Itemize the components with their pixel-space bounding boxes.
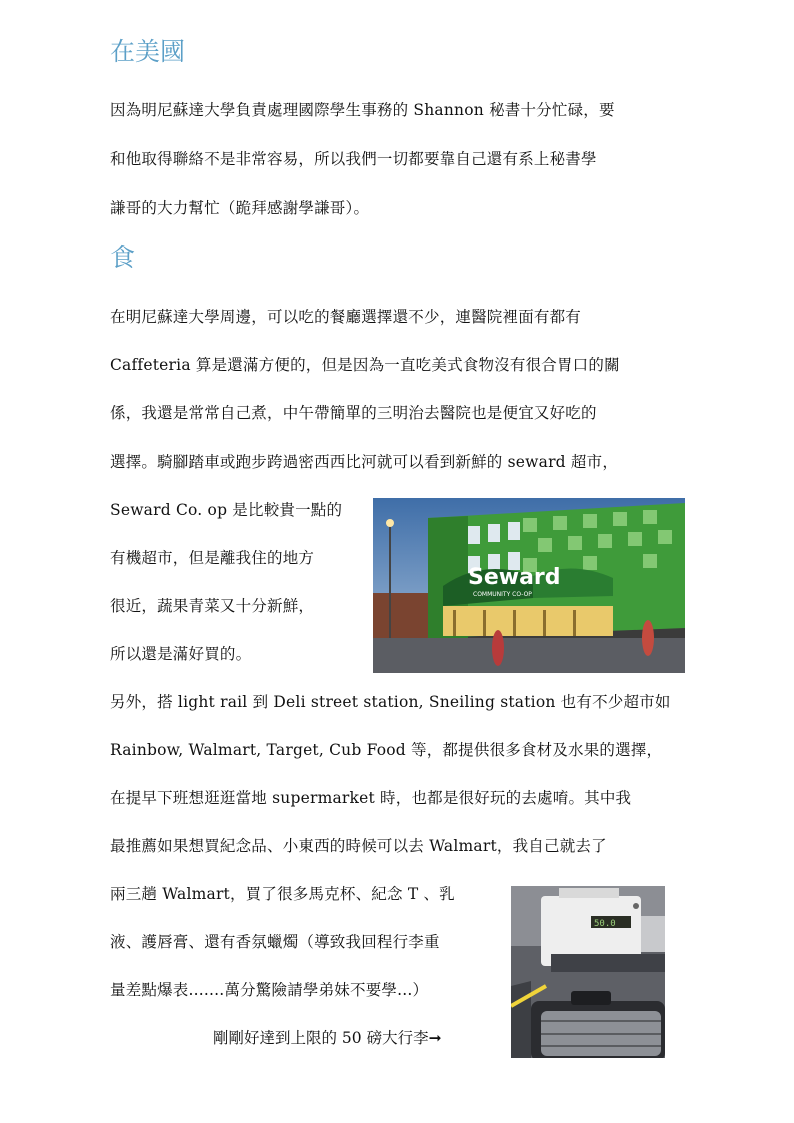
paragraph-line: 在明尼蘇達大學周邊，可以吃的餐廳選擇還不少，連醫院裡面有都有: [110, 308, 582, 326]
paragraph-line: 和他取得聯絡不是非常容易，所以我們一切都要靠自己還有系上秘書學: [110, 150, 597, 168]
paragraph-line: 因為明尼蘇達大學負責處理國際學生事務的 Shannon 秘書十分忙碌，要: [110, 101, 615, 119]
paragraph-line: Caffeteria 算是還滿方便的，但是因為一直吃美式食物沒有很合胃口的關: [110, 356, 620, 374]
scale-display: 50.0: [594, 919, 616, 929]
paragraph-line: 很近，蔬果青菜又十分新鮮，: [110, 597, 315, 615]
co-op-sign: COMMUNITY CO-OP: [473, 591, 532, 598]
paragraph-line: 所以還是滿好買的。: [110, 645, 252, 663]
paragraph-line: 謙哥的大力幫忙（跪拜感謝學謙哥）。: [110, 199, 370, 217]
paragraph-line: Rainbow, Walmart, Target, Cub Food 等，都提供很多食材及水果的選擇，: [110, 741, 663, 759]
luggage-scale-photo: [511, 886, 665, 1058]
paragraph-line: 兩三趟 Walmart，買了很多馬克杯、紀念 T 、乳: [110, 885, 455, 903]
paragraph-line: 選擇。騎腳踏車或跑步跨過密西西比河就可以看到新鮮的 seward 超市，: [110, 453, 619, 471]
paragraph-line: 在提早下班想逛逛當地 supermarket 時，也都是很好玩的去處唷。其中我: [110, 789, 632, 807]
paragraph-line: 量差點爆表.......萬分驚險請學弟妹不要學...）: [110, 981, 429, 999]
paragraph-line: 係，我還是常常自己煮，中午帶簡單的三明治去醫院也是便宜又好吃的: [110, 404, 597, 422]
heading-in-america: 在美國: [110, 37, 186, 66]
photo-caption: 剛剛好達到上限的 50 磅大行李➞: [213, 1029, 442, 1047]
paragraph-line: 最推薦如果想買紀念品、小東西的時候可以去 Walmart，我自己就去了: [110, 837, 607, 855]
paragraph-line: Seward Co. op 是比較貴一點的: [110, 501, 343, 519]
seward-coop-photo: [373, 498, 685, 673]
paragraph-line: 液、護唇膏、還有香氛蠟燭（導致我回程行李重: [110, 933, 440, 951]
paragraph-line: 有機超市，但是離我住的地方: [110, 549, 315, 567]
seward-sign: Seward: [468, 565, 561, 590]
heading-food: 食: [110, 243, 136, 272]
paragraph-line: 另外，搭 light rail 到 Deli street station, Sneiling station 也有不少超市如: [110, 693, 671, 711]
